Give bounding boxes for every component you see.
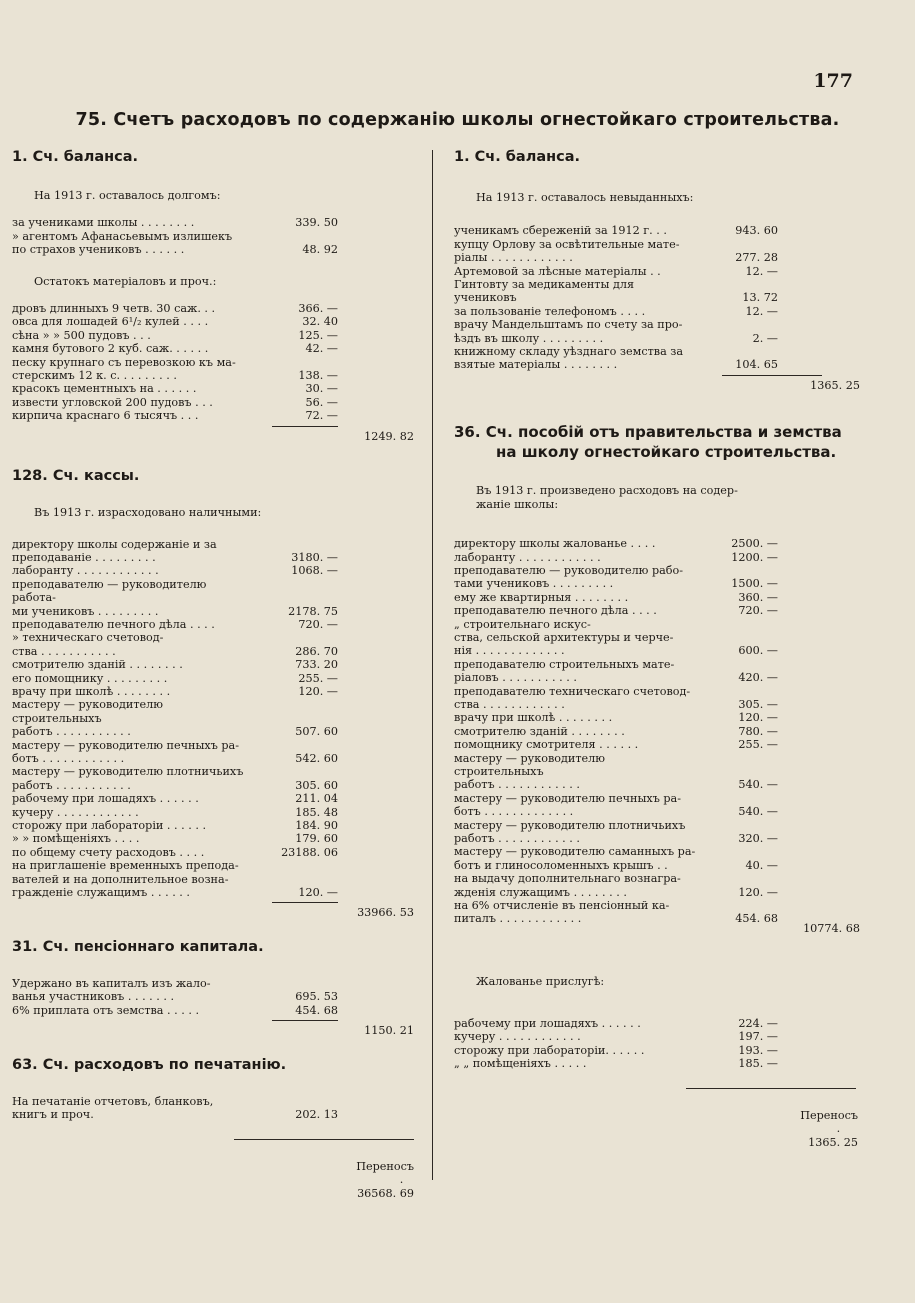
- page-title: 75. Счетъ расходовъ по содержанію школы огнестойкаго строительства.: [75, 110, 840, 130]
- entry-row: [454, 251, 866, 264]
- entry-label: мастеру — руководителю плотничьихъ: [454, 818, 686, 832]
- entry-amount: 305. —: [738, 697, 778, 711]
- entry-list: [454, 537, 866, 926]
- entry-label: ботъ . . . . . . . . . . . . .: [454, 805, 574, 819]
- entry-label: преподавателю — руководителю рабо-: [454, 563, 684, 577]
- entry-amount: 1068. —: [291, 564, 338, 578]
- entry-label: директору школы содержаніе и за: [12, 537, 217, 551]
- entry-amount: 48. 92: [302, 243, 338, 257]
- entry-row: [454, 1017, 866, 1030]
- entry-label: Удержано въ капиталъ изъ жало-: [12, 976, 211, 990]
- entry-amount: 32. 40: [302, 315, 338, 329]
- entry-row: [12, 551, 420, 564]
- entry-label: камня бутового 2 куб. саж. . . . . .: [12, 342, 209, 356]
- entry-row: [12, 765, 420, 778]
- entry-amount: 197. —: [738, 1030, 778, 1044]
- entry-amount: 125. —: [298, 328, 338, 342]
- entry-row: [12, 832, 420, 845]
- entry-row: [12, 243, 420, 256]
- sum-rule: [722, 375, 822, 376]
- entry-amount: 305. 60: [295, 778, 338, 792]
- entry-row: [12, 990, 420, 1003]
- entry-row: [454, 671, 866, 684]
- entry-row: [454, 725, 866, 738]
- entry-label: 6% приплата отъ земства . . . . .: [12, 1003, 200, 1017]
- entry-label: кучеру . . . . . . . . . . . .: [12, 805, 139, 819]
- carry-label: Переносъ: [356, 1159, 414, 1173]
- entry-label: мастеру — руководителю строительныхъ: [12, 698, 163, 725]
- entry-label: дровъ длинныхъ 9 четв. 30 саж. . .: [12, 302, 216, 316]
- entry-row: [12, 685, 420, 698]
- entry-label: „ строительнаго искус-: [454, 617, 591, 631]
- entry-row: [454, 577, 866, 590]
- section-heading: 36. Сч. пособій отъ правительства и земства на школу огнестойкаго строительства.: [454, 423, 842, 462]
- entry-row: [454, 305, 866, 318]
- entry-amount: 30. —: [305, 382, 338, 396]
- entry-row: [454, 819, 866, 832]
- entry-list: [12, 538, 420, 900]
- entry-label: преподавателю печного дѣла . . . .: [454, 604, 657, 618]
- entry-label: врачу при школѣ . . . . . . . .: [454, 711, 613, 725]
- entry-row: [12, 216, 420, 229]
- entry-label: смотрителю зданій . . . . . . . .: [12, 658, 183, 672]
- sum-rule: [272, 902, 338, 903]
- entry-label: работъ . . . . . . . . . . . .: [454, 832, 580, 846]
- entry-label: ему же квартирныя . . . . . . . .: [454, 590, 629, 604]
- entry-row: [454, 899, 866, 912]
- entry-amount: 120. —: [738, 711, 778, 725]
- entry-label: лаборанту . . . . . . . . . . . .: [454, 550, 601, 564]
- entry-row: [454, 912, 866, 925]
- entry-amount: 2. —: [752, 331, 778, 345]
- entry-label: купцу Орлову за освѣтительные мате-: [454, 237, 680, 251]
- entry-row: [12, 369, 420, 382]
- entry-row: [454, 792, 866, 805]
- entry-label: по общему счету расходовъ . . . .: [12, 845, 205, 859]
- section-heading: 1. Сч. баланса.: [454, 149, 581, 165]
- entry-row: [454, 698, 866, 711]
- entry-amount: 12. —: [745, 264, 778, 278]
- entry-amount: 454. 68: [735, 912, 778, 926]
- entry-row: [12, 356, 420, 369]
- entry-label: преподавателю строительныхъ мате-: [454, 657, 675, 671]
- entry-label: за пользованіе телефономъ . . . .: [454, 304, 646, 318]
- entry-row: [454, 224, 866, 237]
- entry-amount: 120. —: [298, 684, 338, 698]
- subheading: Въ 1913 г. израсходовано наличными:: [34, 506, 262, 520]
- entry-label: ми учениковъ . . . . . . . . .: [12, 604, 159, 618]
- entry-amount: 366. —: [298, 302, 338, 316]
- sum-rule: [272, 1020, 338, 1021]
- entry-amount: 72. —: [305, 409, 338, 423]
- entry-row: [454, 644, 866, 657]
- entry-amount: 2500. —: [731, 537, 778, 551]
- entry-label: мастеру — руководителю строительныхъ: [454, 751, 605, 778]
- entry-row: [12, 886, 420, 899]
- entry-row: [12, 605, 420, 618]
- entry-label: жденія служащимъ . . . . . . . .: [454, 885, 627, 899]
- entry-label: кучеру . . . . . . . . . . . .: [454, 1030, 581, 1044]
- entry-label: лаборанту . . . . . . . . . . . .: [12, 564, 159, 578]
- entry-row: [12, 698, 420, 725]
- entry-amount: 1200. —: [731, 550, 778, 564]
- entry-row: [12, 873, 420, 886]
- entry-row: [12, 739, 420, 752]
- entry-row: [454, 618, 866, 631]
- section-heading: 31. Сч. пенсіоннаго капитала.: [12, 938, 264, 955]
- entry-list: [12, 302, 420, 423]
- entry-row: [12, 631, 420, 644]
- entry-label: работъ . . . . . . . . . . .: [12, 778, 131, 792]
- entry-label: помощнику смотрителя . . . . . .: [454, 738, 639, 752]
- entry-amount: 184. 90: [295, 819, 338, 833]
- entry-label: директору школы жалованье . . . .: [454, 537, 656, 551]
- entry-label: за учениками школы . . . . . . . .: [12, 216, 195, 230]
- entry-label: нія . . . . . . . . . . . . .: [454, 644, 565, 658]
- entry-label: преподавателю печного дѣла . . . .: [12, 617, 215, 631]
- entry-amount: 360. —: [738, 590, 778, 604]
- entry-label: на 6% отчисленіе въ пенсіонный ка-: [454, 899, 670, 913]
- entry-row: [12, 578, 420, 605]
- section-total: 10774. 68: [803, 921, 860, 935]
- entry-label: ства, сельской архитектуры и черче-: [454, 630, 674, 644]
- entry-label: сторожу при лабораторіи. . . . . .: [454, 1043, 645, 1057]
- entry-label: мастеру — руководителю печныхъ ра-: [12, 738, 239, 752]
- entry-amount: 3180. —: [291, 550, 338, 564]
- entry-row: [12, 329, 420, 342]
- entry-amount: 42. —: [305, 342, 338, 356]
- entry-row: [454, 238, 866, 251]
- subheading: Въ 1913 г. произведено расходовъ на содер-жаніе школы:: [476, 484, 738, 511]
- entry-row: [12, 725, 420, 738]
- entry-amount: 224. —: [738, 1016, 778, 1030]
- entry-row: [454, 591, 866, 604]
- entry-row: [454, 845, 866, 858]
- entry-amount: 2178. 75: [288, 604, 338, 618]
- entry-label: Гинтовту за медикаменты для учениковъ: [454, 278, 635, 305]
- section-total: 1365. 25: [810, 378, 860, 392]
- entry-row: [454, 631, 866, 644]
- entry-row: [454, 1057, 866, 1070]
- entry-label: взятые матеріалы . . . . . . . .: [454, 358, 618, 372]
- entry-label: сѣна » » 500 пудовъ . . .: [12, 328, 151, 342]
- entry-amount: 542. 60: [295, 752, 338, 765]
- section-heading: 1. Сч. баланса.: [12, 149, 139, 165]
- entry-label: ріалы . . . . . . . . . . . .: [454, 251, 573, 265]
- entry-row: [454, 278, 866, 305]
- entry-row: [454, 685, 866, 698]
- entry-amount: 720. —: [298, 617, 338, 631]
- section-heading: 128. Сч. кассы.: [12, 468, 140, 485]
- entry-label: песку крупнаго съ перевозкою къ ма-: [12, 355, 236, 369]
- entry-label: преподавателю техническаго счетовод-: [454, 684, 691, 698]
- entry-label: смотрителю зданій . . . . . . . .: [454, 724, 625, 738]
- entry-label: рабочему при лошадяхъ . . . . . .: [12, 792, 199, 806]
- entry-label: врачу Мандельштамъ по счету за про-: [454, 318, 683, 332]
- entry-list: [454, 224, 866, 371]
- entry-row: [454, 872, 866, 885]
- entry-row: [12, 230, 420, 243]
- entry-row: [454, 551, 866, 564]
- entry-amount: 104. 65: [735, 358, 778, 372]
- entry-row: [12, 977, 420, 990]
- entry-amount: 286. 70: [295, 644, 338, 658]
- entry-list: [12, 977, 420, 1017]
- entry-amount: 193. —: [738, 1043, 778, 1057]
- entry-label: его помощнику . . . . . . . . .: [12, 671, 168, 685]
- entry-row: [12, 618, 420, 631]
- entry-row: [12, 846, 420, 859]
- entry-amount: 120. —: [298, 886, 338, 900]
- entry-amount: 202. 13: [295, 1107, 338, 1121]
- left-column: [12, 148, 420, 1213]
- subheading: Остатокъ матеріаловъ и проч.:: [34, 274, 217, 288]
- right-column: [454, 148, 866, 1162]
- entry-row: [454, 345, 866, 358]
- entry-amount: 733. 20: [295, 658, 338, 672]
- carry-forward: Переносъ . 36568. 69: [356, 1159, 414, 1200]
- entry-label: тами учениковъ . . . . . . . . .: [454, 577, 614, 591]
- entry-row: [12, 672, 420, 685]
- entry-label: по страхов учениковъ . . . . . .: [12, 243, 185, 257]
- entry-label: » » помѣщеніяхъ . . . .: [12, 832, 140, 846]
- subheading: Жалованье прислугѣ:: [476, 975, 605, 989]
- entry-amount: 780. —: [738, 724, 778, 738]
- entry-row: [12, 396, 420, 409]
- carry-label: Переносъ: [800, 1108, 858, 1122]
- entry-row: [12, 1004, 420, 1017]
- entry-amount: 454. 68: [295, 1003, 338, 1017]
- entry-row: [12, 645, 420, 658]
- entry-row: [454, 886, 866, 899]
- entry-row: [454, 265, 866, 278]
- entry-row: [454, 778, 866, 791]
- entry-row: [12, 658, 420, 671]
- entry-row: [12, 806, 420, 819]
- entry-amount: 943. 60: [735, 224, 778, 238]
- entry-label: мастеру — руководителю саманныхъ ра-: [454, 845, 696, 859]
- section-total: 1150. 21: [364, 1024, 414, 1038]
- entry-label: ѣздъ въ школу . . . . . . . . .: [454, 331, 604, 345]
- entry-row: [12, 859, 420, 872]
- entry-row: [12, 792, 420, 805]
- entry-amount: 1500. —: [731, 577, 778, 591]
- entry-label: работъ . . . . . . . . . . .: [12, 725, 131, 739]
- entry-label: ріаловъ . . . . . . . . . . .: [454, 671, 577, 685]
- carry-amount: 1365. 25: [808, 1135, 858, 1149]
- entry-amount: 255. —: [738, 738, 778, 752]
- entry-row: [454, 318, 866, 331]
- entry-label: извести угловской 200 пудовъ . . .: [12, 395, 213, 409]
- entry-amount: 120. —: [738, 885, 778, 899]
- entry-row: [12, 342, 420, 355]
- entry-amount: 211. 04: [295, 792, 338, 806]
- entry-amount: 695. 53: [295, 990, 338, 1004]
- entry-amount: 277. 28: [735, 251, 778, 265]
- entry-row: [454, 604, 866, 617]
- entry-label: питалъ . . . . . . . . . . . .: [454, 912, 582, 926]
- entry-label: мастеру — руководителю плотничьихъ: [12, 765, 244, 779]
- entry-row: [454, 358, 866, 371]
- column-divider: [432, 150, 433, 1180]
- entry-amount: 720. —: [738, 604, 778, 618]
- carry-forward: Переносъ . 1365. 25: [800, 1108, 858, 1149]
- entry-amount: 600. —: [738, 644, 778, 658]
- entry-amount: 339. 50: [295, 216, 338, 230]
- entry-row: [12, 302, 420, 315]
- entry-row: [12, 1095, 420, 1122]
- entry-label: преподавателю — руководителю работа-: [12, 577, 207, 605]
- entry-label: овса для лошадей 6¹/₂ кулей . . . .: [12, 315, 209, 329]
- carry-amount: 36568. 69: [357, 1186, 414, 1200]
- entry-row: [454, 859, 866, 872]
- entry-label: » агентомъ Афанасьевымъ излишекъ: [12, 229, 233, 243]
- entry-amount: 540. —: [738, 778, 778, 792]
- entry-row: [454, 658, 866, 671]
- entry-amount: 185. —: [738, 1056, 778, 1070]
- section-total: 33966. 53: [357, 906, 414, 920]
- sum-rule: [272, 426, 338, 427]
- section-total: 1249. 82: [364, 429, 414, 443]
- entry-row: [454, 1030, 866, 1043]
- entry-row: [454, 832, 866, 845]
- entry-amount: 138. —: [298, 369, 338, 383]
- subheading: На 1913 г. оставалось невыданныхъ:: [476, 191, 694, 204]
- entry-amount: 540. —: [738, 805, 778, 819]
- entry-label: врачу при школѣ . . . . . . . .: [12, 684, 171, 698]
- entry-row: [454, 805, 866, 818]
- entry-label: преподаваніе . . . . . . . . .: [12, 550, 156, 564]
- entry-row: [454, 537, 866, 550]
- entry-row: [454, 752, 866, 779]
- entry-list: [454, 1017, 866, 1071]
- entry-label: На печатаніе отчетовъ, бланковъ, книгъ и проч.: [12, 1094, 214, 1121]
- entry-row: [454, 564, 866, 577]
- entry-row: [454, 1044, 866, 1057]
- entry-label: сторожу при лабораторіи . . . . . .: [12, 819, 207, 833]
- entry-row: [12, 538, 420, 551]
- entry-label: рабочему при лошадяхъ . . . . . .: [454, 1016, 641, 1030]
- entry-label: Артемовой за лѣсные матеріалы . .: [454, 264, 661, 278]
- entry-label: книжному складу уѣзднаго земства за: [454, 345, 684, 359]
- entry-label: на выдачу дополнительнаго вознагра-: [454, 872, 681, 886]
- entry-amount: 420. —: [738, 671, 778, 685]
- subheading: На 1913 г. оставалось долгомъ:: [34, 189, 221, 202]
- entry-amount: 23188. 06: [281, 845, 338, 859]
- entry-label: мастеру — руководителю печныхъ ра-: [454, 791, 681, 805]
- entry-label: ства . . . . . . . . . . . .: [454, 697, 565, 711]
- entry-amount: 56. —: [305, 395, 338, 409]
- entry-label: ученикамъ сбереженій за 1912 г. . .: [454, 224, 667, 238]
- section-heading: 63. Сч. расходовъ по печатанію.: [12, 1056, 287, 1073]
- entry-amount: 255. —: [298, 671, 338, 685]
- entry-row: [12, 819, 420, 832]
- entry-amount: 507. 60: [295, 725, 338, 739]
- entry-row: [12, 315, 420, 328]
- entry-label: ства . . . . . . . . . . .: [12, 644, 116, 658]
- entry-label: стерскимъ 12 к. с. . . . . . . . .: [12, 369, 177, 383]
- sum-rule: [686, 1088, 856, 1089]
- entry-row: [12, 382, 420, 395]
- entry-label: ботъ . . . . . . . . . . . .: [12, 752, 125, 765]
- entry-amount: 185. 48: [295, 805, 338, 819]
- entry-amount: 40. —: [745, 858, 778, 872]
- entry-row: [454, 738, 866, 751]
- entry-label: на приглашеніе временныхъ препода-: [12, 859, 239, 873]
- entry-row: [12, 564, 420, 577]
- entry-label: » техническаго счетовод-: [12, 631, 164, 645]
- page-number: 177: [813, 70, 853, 92]
- entry-label: кирпича краснаго 6 тысячъ . . .: [12, 409, 199, 423]
- entry-label: красокъ цементныхъ на . . . . . .: [12, 382, 197, 396]
- entry-label: ванья участниковъ . . . . . . .: [12, 990, 175, 1004]
- entry-label: работъ . . . . . . . . . . . .: [454, 778, 580, 792]
- entry-label: „ „ помѣщеніяхъ . . . . .: [454, 1056, 587, 1070]
- entry-list: [12, 216, 420, 256]
- entry-row: [12, 409, 420, 422]
- entry-amount: 320. —: [738, 832, 778, 846]
- entry-amount: 12. —: [745, 304, 778, 318]
- entry-row: [454, 711, 866, 724]
- entry-label: вателей и на дополнительное возна-: [12, 872, 229, 886]
- entry-row: [12, 779, 420, 792]
- entry-label: ботъ и глиносоломенныхъ крышъ . .: [454, 858, 668, 872]
- entry-row: [12, 752, 420, 765]
- sum-rule: [234, 1139, 414, 1140]
- entry-row: [454, 332, 866, 345]
- entry-amount: 179. 60: [295, 832, 338, 846]
- entry-label: гражденіе служащимъ . . . . . .: [12, 886, 190, 900]
- entry-amount: 13. 72: [742, 291, 778, 305]
